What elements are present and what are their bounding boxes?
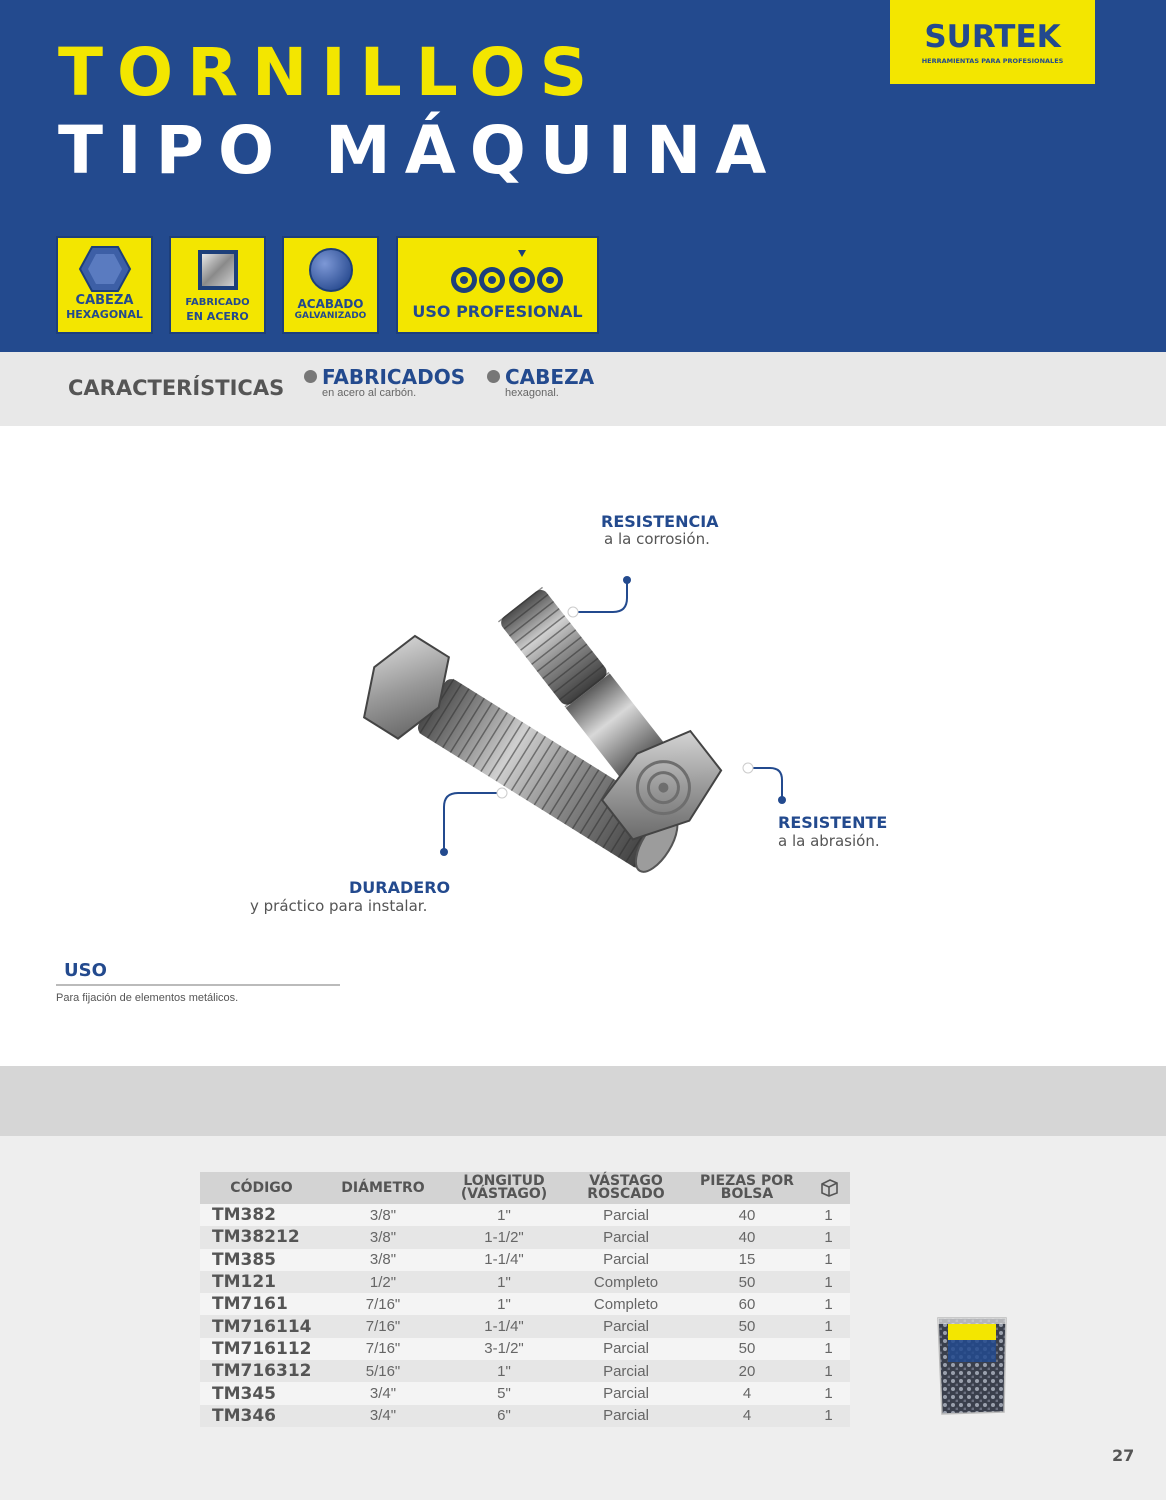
table-cell: 1 xyxy=(807,1226,850,1248)
feature-galv-line1: ACABADO xyxy=(297,297,364,311)
col-longitud xyxy=(443,1172,565,1204)
table-cell: 4 xyxy=(687,1382,807,1404)
table-cell: 3/4" xyxy=(323,1405,443,1427)
table-cell: 50 xyxy=(687,1338,807,1360)
col-piezas xyxy=(687,1172,807,1204)
table-cell: 3/8" xyxy=(323,1226,443,1248)
page-title-line2: TIPO MÁQUINA xyxy=(58,112,781,189)
table-cell: 5" xyxy=(443,1382,565,1404)
callout-duradero-title: DURADERO xyxy=(349,878,451,897)
page-title-line1: TORNILLOS xyxy=(58,34,602,111)
col-vastago-line1: VÁSTAGO xyxy=(589,1173,663,1189)
table-cell: 3/8" xyxy=(323,1249,443,1271)
table-cell: 1-1/4" xyxy=(443,1315,565,1337)
col-diametro: DIÁMETRO xyxy=(323,1172,443,1204)
feature-pro-label: USO PROFESIONAL xyxy=(412,302,583,321)
uso-text: Para fijación de elementos metálicos. xyxy=(56,992,239,1004)
callout-resistente-text: a la abrasión. xyxy=(778,832,880,850)
specs-table xyxy=(200,1172,850,1427)
feature-steel-line1: FABRICADO xyxy=(185,297,250,308)
table-cell: Parcial xyxy=(565,1382,687,1404)
col-longitud-line2: (VÁSTAGO) xyxy=(460,1186,548,1202)
table-cell: TM38212 xyxy=(200,1226,323,1248)
table-cell: Parcial xyxy=(565,1204,687,1226)
characteristics-title: CARACTERÍSTICAS xyxy=(68,376,285,400)
table-cell: 1 xyxy=(807,1315,850,1337)
table-row xyxy=(200,1271,850,1293)
table-row xyxy=(200,1249,850,1271)
table-cell: 1" xyxy=(443,1271,565,1293)
bullet-dot xyxy=(304,370,317,383)
table-cell: 7/16" xyxy=(323,1293,443,1315)
characteristic-desc: hexagonal. xyxy=(505,387,559,399)
product-bag-image xyxy=(934,1314,1010,1416)
table-cell: 1 xyxy=(807,1204,850,1226)
col-box xyxy=(807,1172,850,1204)
characteristic-name: FABRICADOS xyxy=(322,365,466,389)
table-row xyxy=(200,1204,850,1226)
brand-logo xyxy=(890,0,1095,84)
table-cell: Completo xyxy=(565,1293,687,1315)
characteristic-desc: en acero al carbón. xyxy=(322,387,417,399)
table-cell: 1" xyxy=(443,1204,565,1226)
box-icon xyxy=(818,1176,840,1198)
table-row xyxy=(200,1338,850,1360)
hexagon-icon xyxy=(78,244,132,294)
table-cell: 50 xyxy=(687,1315,807,1337)
table-cell: 3/4" xyxy=(323,1382,443,1404)
callout-line-resistente xyxy=(752,768,782,800)
section-divider-band xyxy=(0,1066,1166,1136)
table-header-row xyxy=(200,1172,850,1204)
bolts-product-image xyxy=(0,426,1166,966)
steel-square-icon xyxy=(196,248,240,292)
feature-galvanized xyxy=(282,236,379,334)
callout-line-resistencia xyxy=(578,580,627,612)
table-cell: 3-1/2" xyxy=(443,1338,565,1360)
table-cell: 40 xyxy=(687,1204,807,1226)
table-cell: TM716312 xyxy=(200,1360,323,1382)
col-vastago-line2: ROSCADO xyxy=(587,1186,665,1202)
table-cell: 60 xyxy=(687,1293,807,1315)
table-cell: TM382 xyxy=(200,1204,323,1226)
table-cell: 1 xyxy=(807,1293,850,1315)
table-cell: Parcial xyxy=(565,1226,687,1248)
table-cell: 3/8" xyxy=(323,1204,443,1226)
page-number: 27 xyxy=(1112,1446,1135,1465)
col-piezas-line2: BOLSA xyxy=(720,1186,774,1202)
table-cell: 1 xyxy=(807,1338,850,1360)
table-row xyxy=(200,1315,850,1337)
table-cell: Parcial xyxy=(565,1249,687,1271)
table-cell: TM7161 xyxy=(200,1293,323,1315)
table-cell: Parcial xyxy=(565,1315,687,1337)
table-cell: TM716112 xyxy=(200,1338,323,1360)
table-cell: 7/16" xyxy=(323,1315,443,1337)
table-cell: 1-1/4" xyxy=(443,1249,565,1271)
table-cell: 1 xyxy=(807,1382,850,1404)
feature-hex-head xyxy=(56,236,153,334)
table-cell: 1/2" xyxy=(323,1271,443,1293)
table-cell: TM346 xyxy=(200,1405,323,1427)
table-cell: 1 xyxy=(807,1360,850,1382)
table-cell: 4 xyxy=(687,1405,807,1427)
table-cell: 1-1/2" xyxy=(443,1226,565,1248)
table-row xyxy=(200,1405,850,1427)
callout-line-duradero xyxy=(444,793,498,852)
table-row xyxy=(200,1382,850,1404)
table-cell: 1 xyxy=(807,1405,850,1427)
uso-title: USO xyxy=(64,960,107,981)
table-row xyxy=(200,1360,850,1382)
table-cell: 6" xyxy=(443,1405,565,1427)
table-cell: 15 xyxy=(687,1249,807,1271)
col-longitud-line1: LONGITUD xyxy=(463,1173,545,1189)
col-codigo: CÓDIGO xyxy=(200,1172,323,1204)
characteristic-name: CABEZA xyxy=(505,365,595,389)
callout-resistencia-title: RESISTENCIA xyxy=(601,512,719,531)
feature-professional-use xyxy=(396,236,599,334)
table-cell: 1" xyxy=(443,1293,565,1315)
table-cell: Completo xyxy=(565,1271,687,1293)
table-cell: 50 xyxy=(687,1271,807,1293)
table-row xyxy=(200,1293,850,1315)
uso-divider xyxy=(56,984,340,986)
callout-duradero-text: y práctico para instalar. xyxy=(250,897,428,915)
feature-steel-line2: EN ACERO xyxy=(186,310,249,323)
feature-steel xyxy=(169,236,266,334)
table-cell: 1 xyxy=(807,1249,850,1271)
table-cell: 20 xyxy=(687,1360,807,1382)
table-cell: TM716114 xyxy=(200,1315,323,1337)
professional-use-icons xyxy=(428,248,568,296)
col-vastago xyxy=(565,1172,687,1204)
table-cell: TM121 xyxy=(200,1271,323,1293)
feature-hex-line1: CABEZA xyxy=(75,293,134,308)
table-row xyxy=(200,1226,850,1248)
sphere-icon xyxy=(307,246,355,294)
col-piezas-line1: PIEZAS POR xyxy=(700,1173,794,1189)
table-cell: Parcial xyxy=(565,1360,687,1382)
table-cell: 5/16" xyxy=(323,1360,443,1382)
feature-galv-line2: GALVANIZADO xyxy=(294,311,367,321)
bullet-dot xyxy=(487,370,500,383)
feature-hex-line2: HEXAGONAL xyxy=(66,308,143,321)
callout-resistente-title: RESISTENTE xyxy=(778,813,888,832)
table-cell: Parcial xyxy=(565,1338,687,1360)
table-cell: 7/16" xyxy=(323,1338,443,1360)
table-cell: 40 xyxy=(687,1226,807,1248)
table-cell: TM385 xyxy=(200,1249,323,1271)
table-cell: 1 xyxy=(807,1271,850,1293)
table-cell: 1" xyxy=(443,1360,565,1382)
brand-tagline: HERRAMIENTAS PARA PROFESIONALES xyxy=(921,57,1064,65)
table-cell: TM345 xyxy=(200,1382,323,1404)
brand-name: SURTEK xyxy=(924,19,1061,55)
callout-resistencia-text: a la corrosión. xyxy=(604,530,710,548)
table-cell: Parcial xyxy=(565,1405,687,1427)
